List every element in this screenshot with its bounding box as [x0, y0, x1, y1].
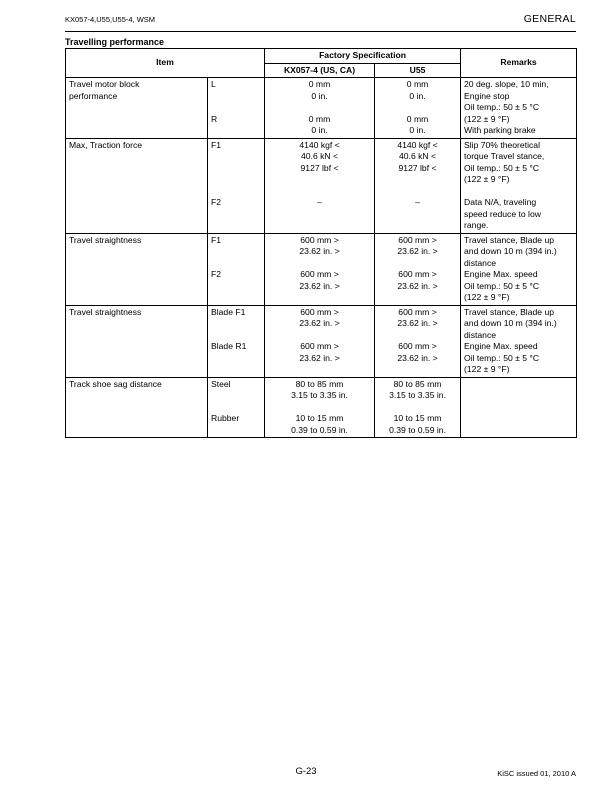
kx-value-cell — [265, 78, 375, 139]
cell-text: Travel stance, Blade up — [464, 306, 554, 317]
cell-text: 0.39 to 0.59 in. — [389, 424, 446, 435]
cell-text: R — [211, 113, 218, 124]
cell-text: 23.62 in. > — [397, 352, 438, 363]
spacer — [211, 186, 261, 198]
spacer — [211, 246, 261, 258]
cell-text: Travel straightness — [69, 306, 142, 317]
cell-text: (122 ± 9 °F) — [464, 113, 510, 124]
cell-text: Rubber — [211, 413, 240, 423]
u55-value-cell — [375, 138, 461, 233]
spacer — [211, 174, 261, 186]
spacer — [378, 258, 457, 270]
table-row — [66, 138, 577, 233]
spacer — [378, 102, 457, 114]
header-rule — [65, 31, 576, 32]
cell-text: 23.62 in. > — [299, 280, 340, 291]
cell-text: speed reduce to low — [464, 208, 541, 219]
cell-text: 0 mm — [308, 79, 331, 89]
cell-text: 0.39 to 0.59 in. — [291, 424, 348, 435]
remarks-cell — [461, 233, 577, 305]
u55-value-cell — [375, 305, 461, 377]
cell-text: Blade F1 — [211, 306, 246, 317]
item-cell — [66, 305, 208, 377]
remarks-cell — [461, 78, 577, 139]
cell-text: 600 mm > — [398, 234, 437, 245]
cell-text: Oil temp.: 50 ± 5 °C — [464, 162, 540, 173]
cell-text: With parking brake — [464, 125, 536, 135]
spacer — [211, 330, 261, 342]
spacer — [268, 102, 371, 114]
item-cell — [66, 138, 208, 233]
cell-text: F2 — [211, 269, 222, 279]
item-header: Item — [66, 49, 265, 78]
cell-text: Max, Traction force — [69, 139, 143, 150]
cell-text: Track shoe sag distance — [69, 378, 162, 389]
cell-text: Engine Max. speed — [464, 341, 538, 351]
spacer — [378, 174, 457, 186]
cell-text: torque Travel stance, — [464, 151, 545, 161]
cell-text: 3.15 to 3.35 in. — [291, 390, 348, 400]
issue-note: KiSC issued 01, 2010 A — [497, 769, 576, 778]
cell-text: 600 mm > — [398, 269, 437, 279]
cell-text: Travel straightness — [69, 234, 142, 245]
cell-text: 23.62 in. > — [397, 280, 438, 291]
remarks-cell — [461, 305, 577, 377]
cell-text: – — [317, 197, 322, 207]
cell-text: 9127 lbf < — [398, 162, 437, 173]
kx-value-cell — [265, 377, 375, 438]
remarks-header: Remarks — [461, 49, 577, 78]
cell-text: 0 mm — [308, 113, 331, 124]
cell-text: (122 ± 9 °F) — [464, 292, 510, 302]
sub-item-cell — [208, 377, 265, 438]
cell-text: 0 in. — [311, 90, 328, 101]
cell-text: Steel — [211, 378, 231, 389]
cell-text: 23.62 in. > — [299, 352, 340, 363]
cell-text: 0 in. — [311, 125, 328, 135]
item-cell — [66, 78, 208, 139]
cell-text: 600 mm > — [398, 306, 437, 317]
kx-column-header: KX057-4 (US, CA) — [265, 63, 375, 78]
cell-text: 40.6 kN < — [399, 151, 437, 161]
spacer — [378, 402, 457, 414]
cell-text: Travel stance, Blade up — [464, 234, 554, 245]
cell-text: F1 — [211, 139, 222, 150]
cell-text: distance — [464, 257, 497, 268]
cell-text: Travel motor block — [69, 79, 140, 89]
cell-text: 4140 kgf < — [397, 139, 438, 150]
spacer — [211, 151, 261, 163]
cell-text: Slip 70% theoretical — [464, 139, 540, 150]
kx-value-cell — [265, 305, 375, 377]
cell-text: Data N/A, traveling — [464, 197, 537, 207]
cell-text: 600 mm > — [300, 306, 339, 317]
cell-text: 600 mm > — [398, 341, 437, 351]
sub-item-cell — [208, 233, 265, 305]
cell-text: 23.62 in. > — [299, 318, 340, 328]
remarks-cell — [461, 377, 577, 438]
cell-text: 80 to 85 mm — [295, 378, 344, 389]
section-title: Travelling performance — [65, 37, 165, 47]
cell-text: 600 mm > — [300, 234, 339, 245]
cell-text: 9127 lbf < — [300, 162, 339, 173]
header-row — [66, 49, 577, 64]
spacer — [378, 186, 457, 198]
spacer — [268, 258, 371, 270]
cell-text: 0 mm — [406, 113, 429, 124]
cell-text: 10 to 15 mm — [393, 413, 442, 423]
page-number: G-23 — [295, 766, 317, 777]
sub-item-cell — [208, 305, 265, 377]
spacer — [211, 390, 261, 402]
sub-item-cell — [208, 78, 265, 139]
kx-value-cell — [265, 138, 375, 233]
cell-text: performance — [69, 90, 118, 101]
spacer — [211, 318, 261, 330]
spacer — [211, 402, 261, 414]
cell-text: Oil temp.: 50 ± 5 °C — [464, 280, 540, 291]
spacer — [211, 102, 261, 114]
item-cell — [66, 377, 208, 438]
factory-spec-header: Factory Specification — [265, 49, 461, 64]
table-row — [66, 377, 577, 438]
spacer — [268, 402, 371, 414]
spacer — [268, 174, 371, 186]
cell-text: distance — [464, 329, 497, 340]
item-cell — [66, 233, 208, 305]
remarks-cell — [461, 138, 577, 233]
spacer — [268, 186, 371, 198]
cell-text: 80 to 85 mm — [393, 378, 442, 389]
spacer — [211, 91, 261, 103]
cell-text: Engine Max. speed — [464, 269, 538, 279]
spacer — [378, 330, 457, 342]
cell-text: F1 — [211, 234, 222, 245]
cell-text: 23.62 in. > — [397, 246, 438, 256]
spec-table — [65, 48, 577, 438]
cell-text: (122 ± 9 °F) — [464, 364, 510, 374]
spacer — [464, 186, 573, 198]
cell-text: and down 10 m (394 in.) — [464, 246, 557, 256]
table-row — [66, 305, 577, 377]
u55-value-cell — [375, 233, 461, 305]
cell-text: 600 mm > — [300, 341, 339, 351]
spacer — [211, 163, 261, 175]
cell-text: 23.62 in. > — [397, 318, 438, 328]
cell-text: 20 deg. slope, 10 min, — [464, 79, 549, 89]
cell-text: 23.62 in. > — [299, 246, 340, 256]
cell-text: Oil temp.: 50 ± 5 °C — [464, 102, 540, 112]
table-row — [66, 78, 577, 139]
cell-text: 600 mm > — [300, 269, 339, 279]
table-row — [66, 233, 577, 305]
cell-text: 0 in. — [409, 125, 426, 135]
cell-text: Engine stop — [464, 90, 510, 101]
cell-text: Blade R1 — [211, 341, 247, 351]
u55-column-header: U55 — [375, 63, 461, 78]
u55-value-cell — [375, 78, 461, 139]
cell-text: 0 in. — [409, 90, 426, 101]
u55-value-cell — [375, 377, 461, 438]
cell-text: F2 — [211, 197, 222, 207]
cell-text: 10 to 15 mm — [295, 413, 344, 423]
cell-text: 40.6 kN < — [301, 151, 339, 161]
section-name: GENERAL — [523, 13, 576, 25]
cell-text: 3.15 to 3.35 in. — [389, 390, 446, 400]
spacer — [211, 258, 261, 270]
document-id: KX057-4,U55,U55-4, WSM — [65, 15, 156, 24]
cell-text: 0 mm — [406, 79, 429, 89]
cell-text: Oil temp.: 50 ± 5 °C — [464, 352, 540, 363]
cell-text: range. — [464, 220, 489, 230]
cell-text: (122 ± 9 °F) — [464, 174, 510, 184]
spacer — [268, 330, 371, 342]
cell-text: – — [415, 197, 420, 207]
cell-text: 4140 kgf < — [299, 139, 340, 150]
kx-value-cell — [265, 233, 375, 305]
sub-item-cell — [208, 138, 265, 233]
cell-text: L — [211, 79, 216, 89]
cell-text: and down 10 m (394 in.) — [464, 318, 557, 328]
